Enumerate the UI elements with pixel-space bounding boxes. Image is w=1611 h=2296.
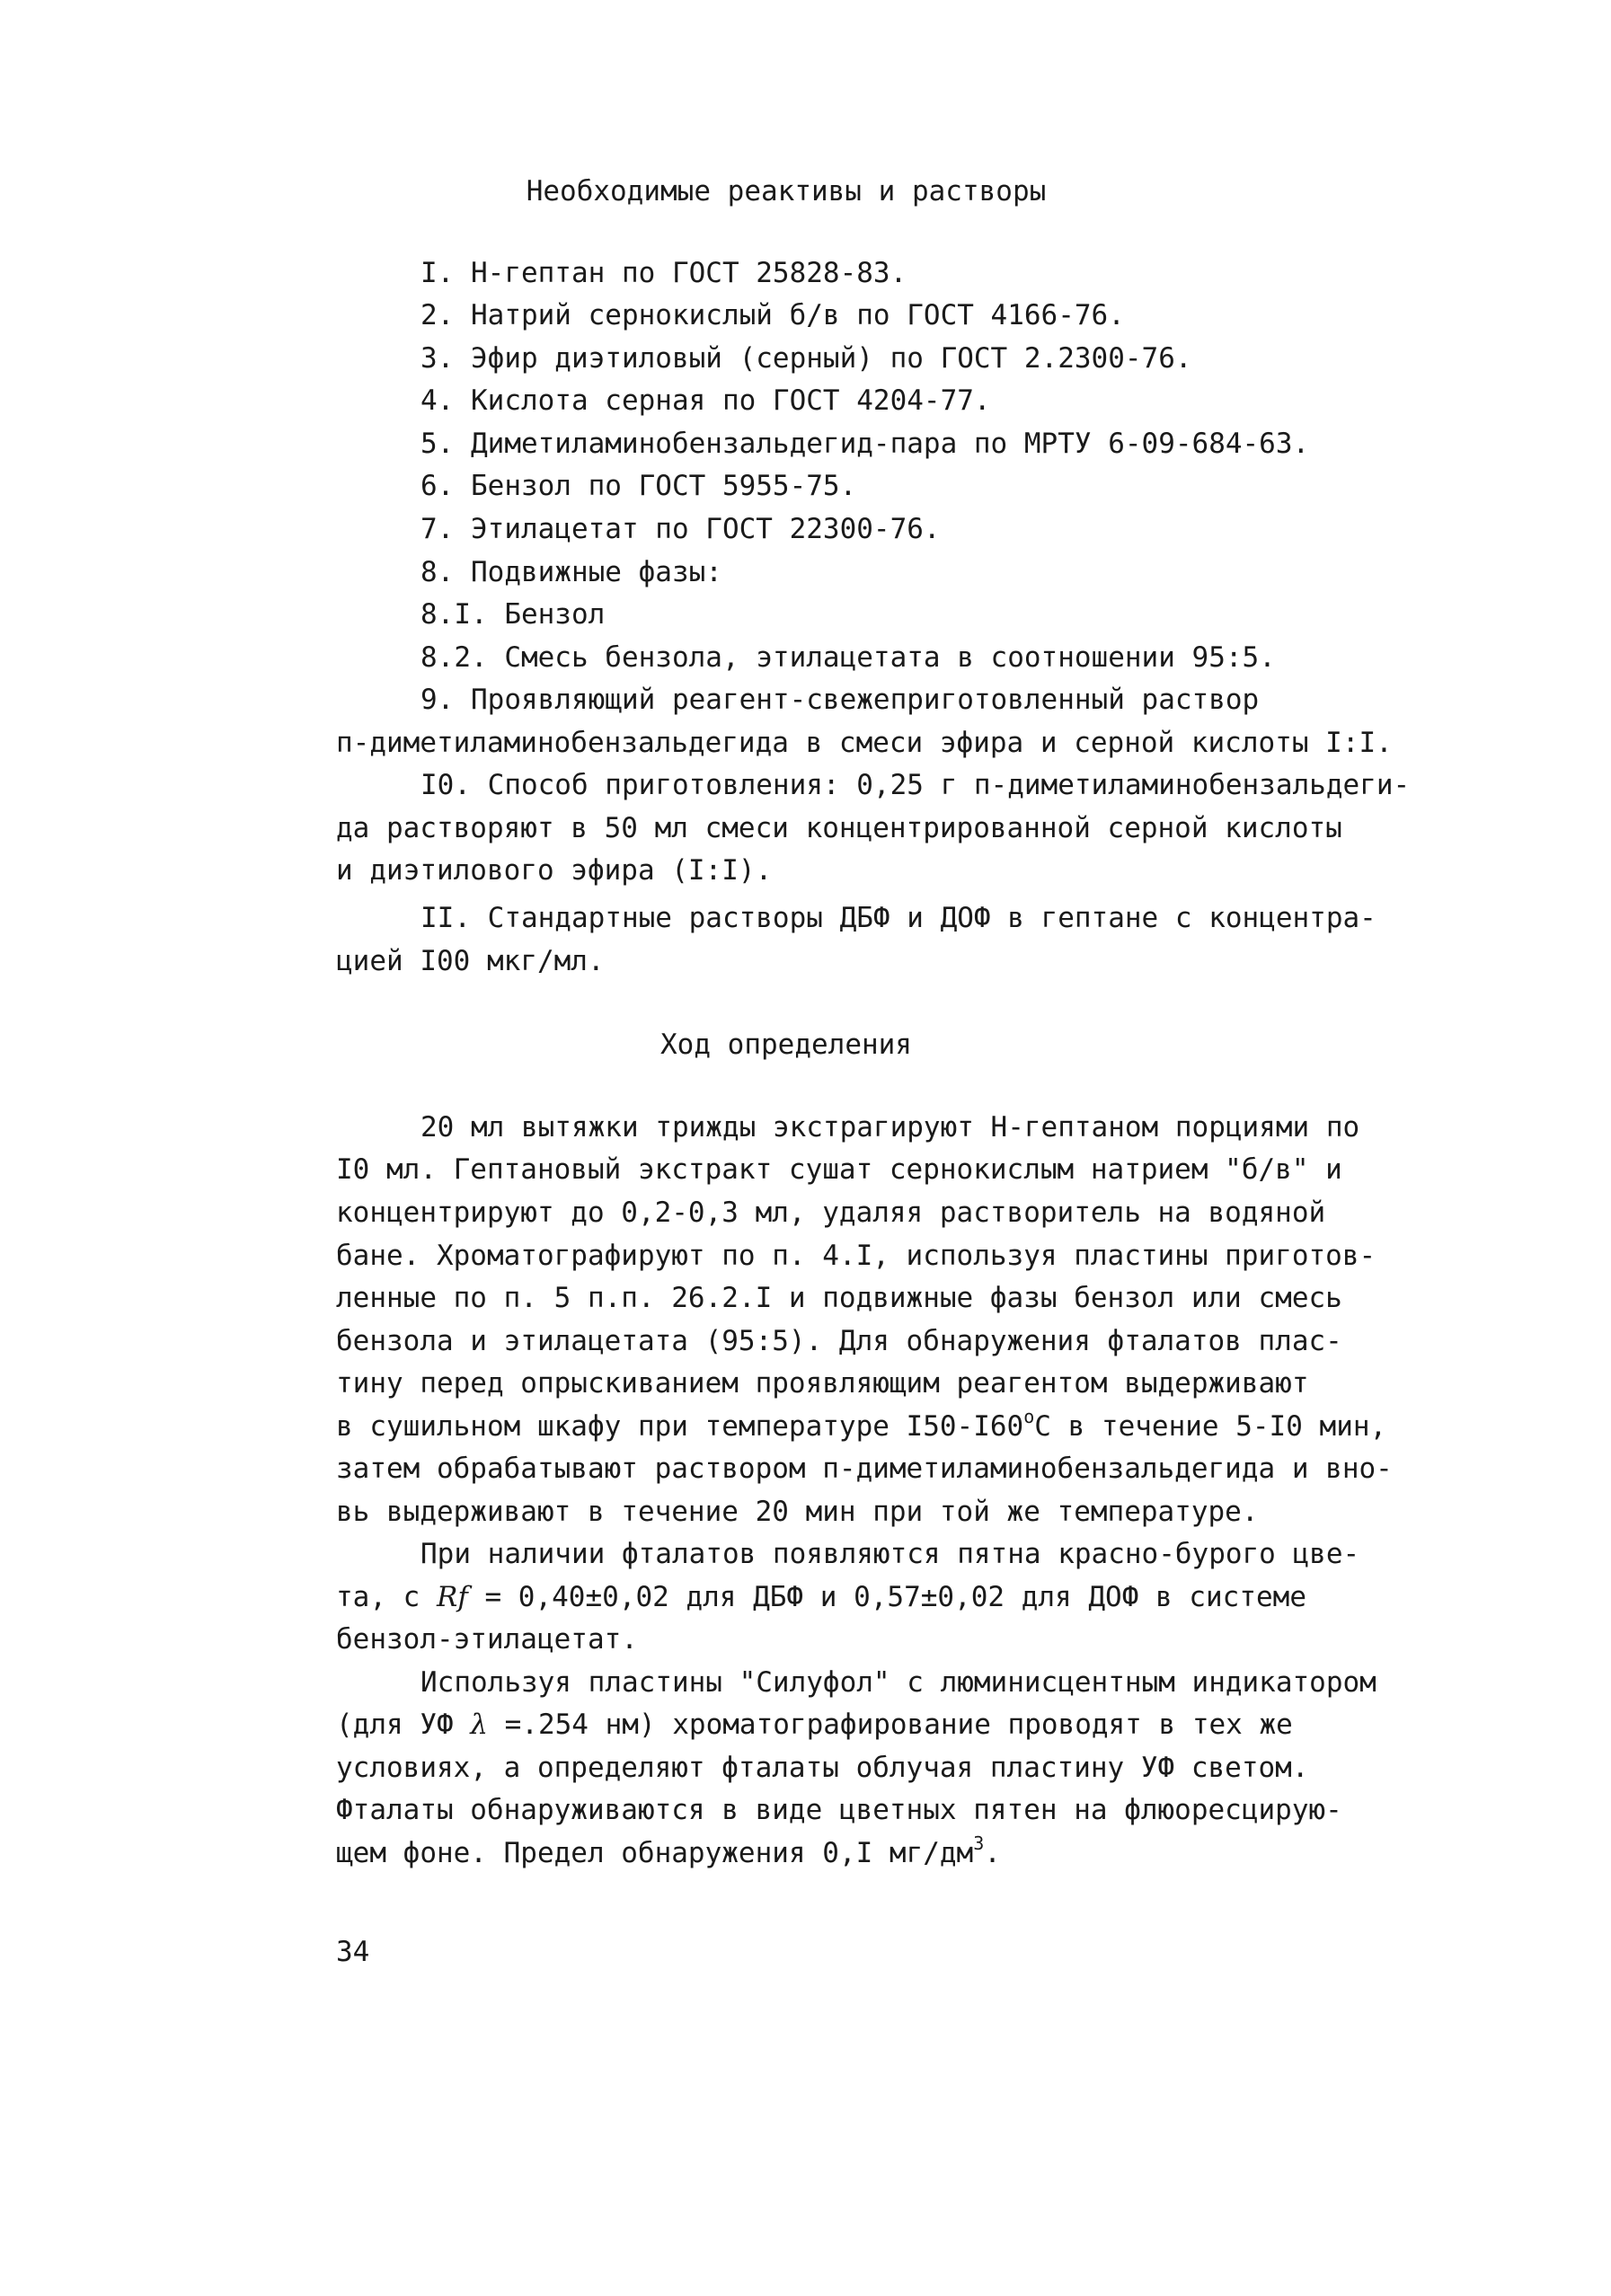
procedure-p1-line-6: бензола и этилацетата (95:5). Для обнаружения фталатов плас- xyxy=(336,1325,1342,1357)
procedure-p1-line-2: I0 мл. Гептановый экстракт сушат сернокислым натрием "б/в" и xyxy=(336,1153,1342,1186)
procedure-p1-line-10: вь выдерживают в течение 20 мин при той же температуре. xyxy=(336,1496,1259,1528)
reagent-item-11: II. Стандартные растворы ДБФ и ДОФ в гептане с концентра- xyxy=(420,902,1376,934)
procedure-p3-line-5 xyxy=(336,1832,1001,1874)
temperature-text-end: С в течение 5-I0 мин, xyxy=(1034,1410,1387,1443)
procedure-p3-line-3: условиях, а определяют фталаты облучая пластину УФ светом. xyxy=(336,1752,1309,1784)
lambda-symbol: λ xyxy=(470,1709,488,1741)
degree-superscript: o xyxy=(1023,1406,1035,1427)
procedure-p2-line-2 xyxy=(336,1579,1306,1615)
reagent-item-10: I0. Способ приготовления: 0,25 г п-диметиламинобензальдеги- xyxy=(420,769,1411,801)
procedure-p1-line-7: тину перед опрыскиванием проявляющим реагентом выдерживают xyxy=(336,1367,1309,1400)
procedure-p2-line-1: При наличии фталатов появляются пятна красно-бурого цве- xyxy=(420,1538,1360,1570)
procedure-p1-line-8 xyxy=(336,1406,1387,1447)
procedure-p3-line-2 xyxy=(336,1707,1293,1743)
reagent-item-8-1: 8.I. Бензол xyxy=(420,598,606,631)
procedure-p1-line-1: 20 мл вытяжки трижды экстрагируют Н-гептаном порциями по xyxy=(420,1111,1360,1144)
reagent-item-10-cont-1: да растворяют в 50 мл смеси концентрированной серной кислоты xyxy=(336,812,1342,844)
reagent-item-11-cont: цией I00 мкг/мл. xyxy=(336,945,605,977)
cubic-superscript: 3 xyxy=(973,1832,985,1854)
reagent-item-9: 9. Проявляющий реагент-свежеприготовленный раствор xyxy=(420,684,1260,716)
procedure-p3-line-4: Фталаты обнаруживаются в виде цветных пятен на флюоресцирую- xyxy=(336,1794,1342,1826)
procedure-p2-line-3: бензол-этилацетат. xyxy=(336,1623,638,1656)
rf-values-text: = 0,40±0,02 для ДБФ и 0,57±0,02 для ДОФ в системе xyxy=(467,1581,1306,1613)
reagent-item-3: 3. Эфир диэтиловый (серный) по ГОСТ 2.2300-76. xyxy=(420,342,1192,375)
reagent-item-6: 6. Бензол по ГОСТ 5955-75. xyxy=(420,470,857,502)
uv-values-text: =.254 нм) хроматографирование проводят в тех же xyxy=(487,1709,1293,1741)
reagent-item-8: 8. Подвижные фазы: xyxy=(420,556,722,588)
reagent-item-7: 7. Этилацетат по ГОСТ 22300-76. xyxy=(420,513,941,545)
procedure-p1-line-9: затем обрабатывают раствором п-диметиламинобензальдегида и вно- xyxy=(336,1453,1393,1485)
procedure-p1-line-5: ленные по п. 5 п.п. 26.2.I и подвижные фазы бензол или смесь xyxy=(336,1282,1342,1314)
reagent-item-5: 5. Диметиламинобензальдегид-пара по МРТУ 6-09-684-63. xyxy=(420,428,1310,460)
page-number: 34 xyxy=(336,1936,370,1968)
procedure-p3-line-1: Используя пластины "Силуфол" с люминисцентным индикатором xyxy=(420,1666,1376,1699)
reagent-item-1: I. Н-гептан по ГОСТ 25828-83. xyxy=(420,257,907,289)
rf-lead-text: та, с xyxy=(336,1581,437,1613)
detection-limit-end: . xyxy=(984,1837,1001,1869)
reagents-heading: Необходимые реактивы и растворы xyxy=(526,175,1047,208)
reagent-item-4: 4. Кислота серная по ГОСТ 4204-77. xyxy=(420,384,991,417)
procedure-p1-line-3: концентрируют до 0,2-0,3 мл, удаляя растворитель на водяной xyxy=(336,1197,1326,1229)
reagent-item-9-cont: п-диметиламинобензальдегида в смеси эфира и серной кислоты I:I. xyxy=(336,727,1393,759)
uv-lead-text: (для УФ xyxy=(336,1709,471,1741)
reagent-item-10-cont-2: и диэтилового эфира (I:I). xyxy=(336,854,773,887)
detection-limit-text: щем фоне. Предел обнаружения 0,I мг/дм xyxy=(336,1837,974,1869)
temperature-text: в сушильном шкафу при температуре I50-I60 xyxy=(336,1410,1024,1443)
reagent-item-8-2: 8.2. Смесь бензола, этилацетата в соотношении 95:5. xyxy=(420,641,1276,674)
rf-symbol: Rf xyxy=(436,1581,468,1613)
reagent-item-2: 2. Натрий сернокислый б/в по ГОСТ 4166-76. xyxy=(420,299,1125,331)
procedure-heading: Ход определения xyxy=(660,1029,912,1061)
procedure-p1-line-4: бане. Хроматографируют по п. 4.I, используя пластины приготов- xyxy=(336,1240,1376,1272)
